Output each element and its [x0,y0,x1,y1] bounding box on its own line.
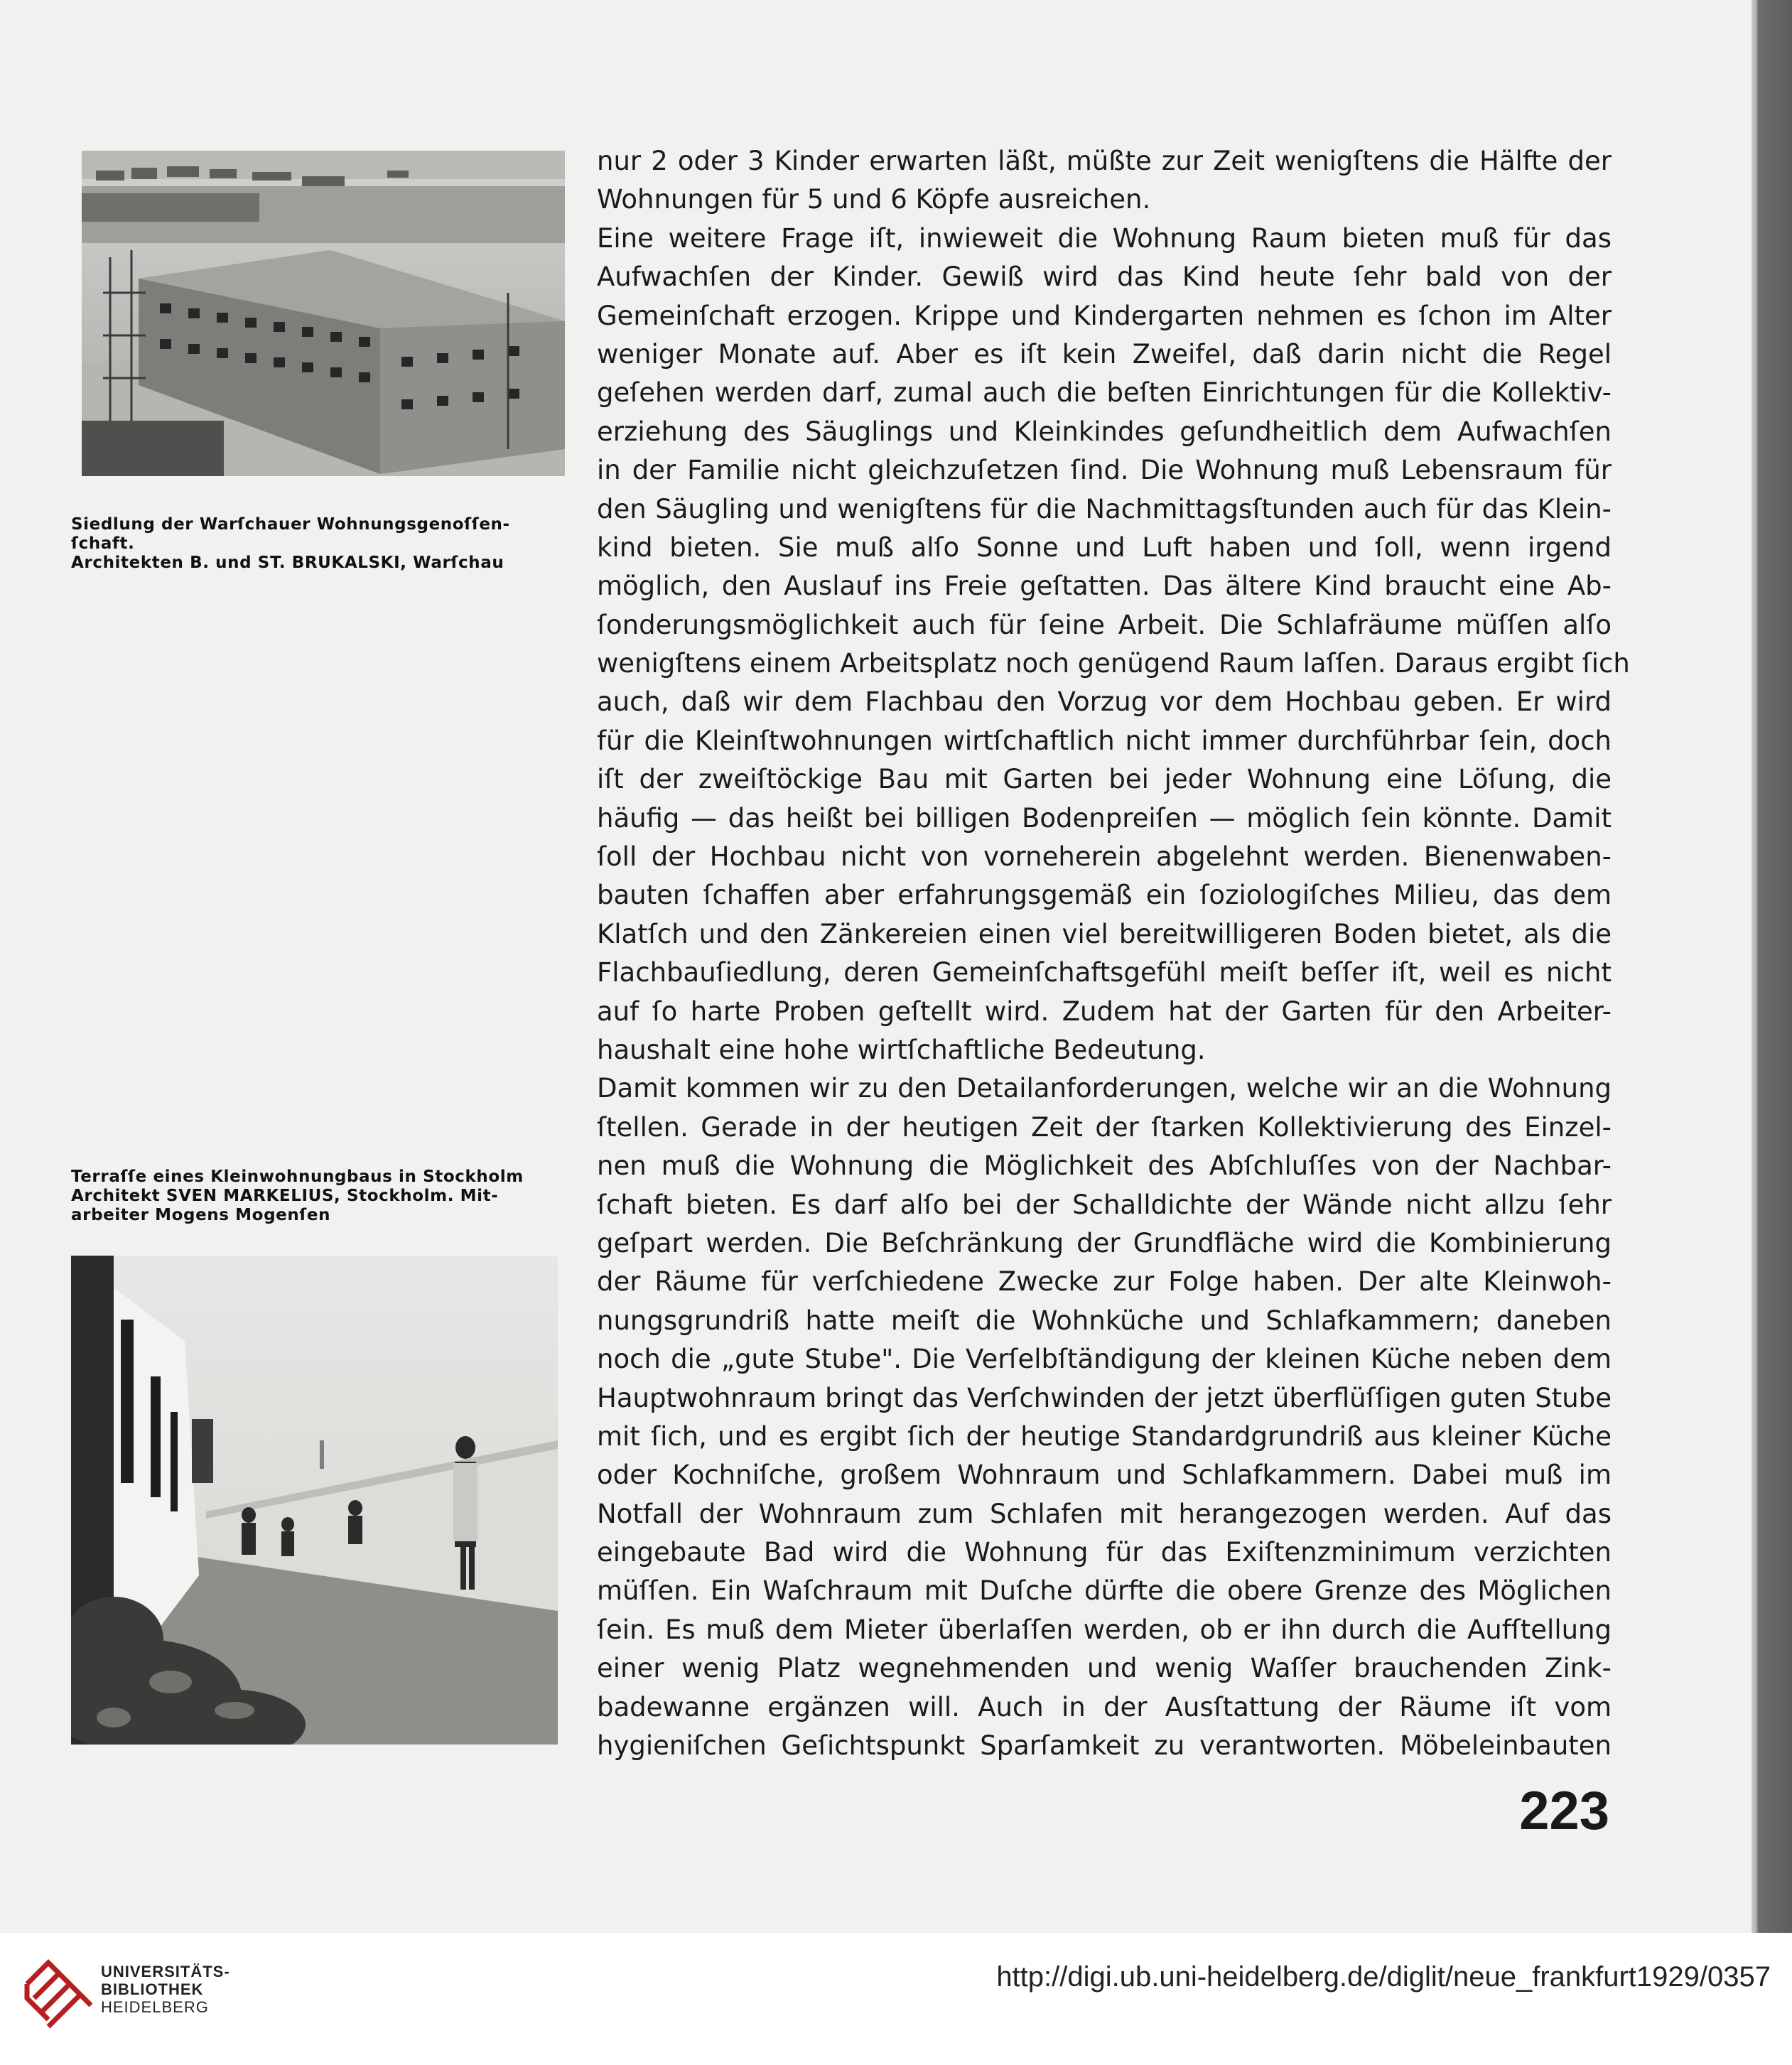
library-name-line: BIBLIOTHEK [101,1980,204,1998]
body-line: einer wenig Platz wegnehmenden und wenig Waſſer brauchenden Zink- [597,1653,1612,1684]
body-line: in der Familie nicht gleichzuſetzen ſind. Die Wohnung muß Lebensraum für [597,455,1612,486]
body-line: oder Kochniſche, großem Wohnraum und Schlafkammern. Dabei muß im [597,1460,1612,1491]
library-name-line: UNIVERSITÄTS- [101,1963,230,1980]
body-line: noch die „gute Stube". Die Verſelbſtändigung der kleinen Küche neben dem [597,1344,1612,1375]
permalink-url[interactable]: http://digi.ub.uni-heidelberg.de/diglit/neue_frankfurt1929/0357 [996,1961,1771,1993]
body-line: Klatſch und den Zänkereien einen viel bereitwilligeren Boden bietet, als die [597,918,1612,949]
body-line: erziehung des Säuglings und Kleinkindes geſundheitlich dem Aufwachſen [597,416,1612,447]
photo-warsaw-caption [71,515,568,573]
caption-line: Terraſſe eines Kleinwohnungbaus in Stockholm [71,1168,524,1186]
body-line: kind bieten. Sie muß alſo Sonne und Luft haben und ſoll, wenn irgend [597,532,1612,563]
body-line: badewanne ergänzen will. Auch in der Ausſtattung der Räume iſt vom [597,1691,1612,1722]
body-line: ſoll der Hochbau nicht von vorneherein abgelehnt werden. Bienenwaben- [597,841,1612,873]
body-line: bauten ſchaffen aber erfahrungsgemäß ein ſoziologiſches Milieu, das dem [597,880,1612,911]
body-line: Hauptwohnraum bringt das Verſchwinden der jetzt überflüſſigen guten Stube [597,1382,1612,1413]
body-line: haushalt eine hohe wirtſchaftliche Bedeutung. [597,1034,1206,1065]
body-line: Eine weitere Frage iſt, inwieweit die Wohnung Raum bieten muß für das [597,222,1612,254]
body-line: Aufwachſen der Kinder. Gewiß wird das Kind heute ſehr bald von der [597,262,1612,293]
body-line: auch, daß wir dem Flachbau den Vorzug vor dem Hochbau geben. Er wird [597,686,1612,718]
body-line: wenigſtens einem Arbeitsplatz noch genügend Raum laſſen. Daraus ergibt ſich [597,648,1630,679]
body-line: Flachbauſiedlung, deren Gemeinſchaftsgefühl meiſt beſſer iſt, weil es nicht [597,957,1612,988]
body-line: geſehen werden darf, zumal auch die beſten Einrichtungen für die Kollektiv- [597,377,1612,409]
page-edge [1751,0,1792,1933]
body-line: nur 2 oder 3 Kinder erwarten läßt, müßte zur Zeit wenigſtens die Hälfte der [597,146,1612,176]
body-line: möglich, den Auslauf ins Freie geſtatten. Das ältere Kind braucht eine Ab- [597,571,1612,602]
body-line: nen muß die Wohnung die Möglichkeit des Abſchluſſes von der Nachbar- [597,1150,1612,1182]
body-line: Wohnungen für 5 und 6 Köpfe ausreichen. [597,184,1151,215]
body-line: ſtellen. Gerade in der heutigen Zeit der ſtarken Kollektivierung des Einzel- [597,1111,1612,1143]
caption-line: Architekten B. und ST. BRUKALSKI, Warſchau [71,554,504,572]
caption-line: ſchaft. [71,534,135,553]
body-line: müſſen. Ein Waſchraum mit Duſche dürfte die obere Grenze des Möglichen [597,1575,1612,1607]
body-line: für die Kleinſtwohnungen wirtſchaftlich nicht immer durchführbar ſein, doch [597,725,1612,756]
photo-stockholm-terrace-image [71,1256,558,1745]
caption-line: Siedlung der Warſchauer Wohnungsgenoſſen- [71,515,510,534]
body-line: ſchaft bieten. Es darf alſo bei der Schalldichte der Wände nicht allzu ſehr [597,1189,1612,1220]
photo-warsaw-housing-image [82,151,565,476]
body-line: ſonderungsmöglichkeit auch für ſeine Arbeit. Die Schlafräume müſſen alſo [597,609,1612,640]
body-line: hygieniſchen Geſichtspunkt Sparſamkeit zu verantworten. Möbeleinbauten [597,1730,1612,1762]
body-line: Damit kommen wir zu den Detailanforderungen, welche wir an die Wohnung [597,1073,1612,1104]
library-logo-icon [20,1956,98,2034]
body-line: iſt der zweiſtöckige Bau mit Garten bei jeder Wohnung eine Löſung, die [597,764,1612,795]
body-text [597,142,1630,1765]
body-line: eingebaute Bad wird die Wohnung für das Exiſtenzminimum verzichten [597,1537,1612,1568]
library-name [101,1963,230,2016]
body-line: mit ſich, und es ergibt ſich der heutige Standardgrundriß aus kleiner Küche [597,1420,1612,1452]
body-line: Gemeinſchaft erzogen. Krippe und Kindergarten nehmen es ſchon im Alter [597,300,1612,331]
library-name-line: HEIDELBERG [101,1998,209,2016]
body-line: häufig — das heißt bei billigen Bodenpreiſen — möglich ſein könnte. Damit [597,802,1612,834]
body-line: ſein. Es muß dem Mieter überlaſſen werden, ob er ihn durch die Aufſtellung [597,1614,1612,1645]
body-line: geſpart werden. Die Beſchränkung der Grundfläche wird die Kombinierung [597,1227,1612,1258]
photo-stockholm-caption [71,1168,568,1225]
caption-line: arbeiter Mogens Mogenſen [71,1206,331,1224]
body-line: Notfall der Wohnraum zum Schlafen mit herangezogen werden. Auf das [597,1498,1612,1529]
caption-line: Architekt SVEN MARKELIUS, Stockholm. Mit- [71,1187,499,1205]
body-line: auf ſo harte Proben geſtellt wird. Zudem hat der Garten für den Arbeiter- [597,996,1612,1027]
body-line: den Säugling und wenigſtens für die Nachmittagsſtunden auch für das Klein- [597,493,1612,524]
body-line: weniger Monate auf. Aber es iſt kein Zweifel, daß darin nicht die Regel [597,338,1612,370]
body-line: nungsgrundriß hatte meiſt die Wohnküche und Schlafkammern; daneben [597,1305,1612,1336]
photo-warsaw-housing [82,151,565,476]
footer-bar [0,1933,1792,2065]
body-line: der Räume für verſchiedene Zwecke zur Folge haben. Der alte Kleinwoh- [597,1266,1612,1298]
photo-stockholm-terrace [71,1256,558,1745]
page-number: 223 [1519,1781,1609,1841]
